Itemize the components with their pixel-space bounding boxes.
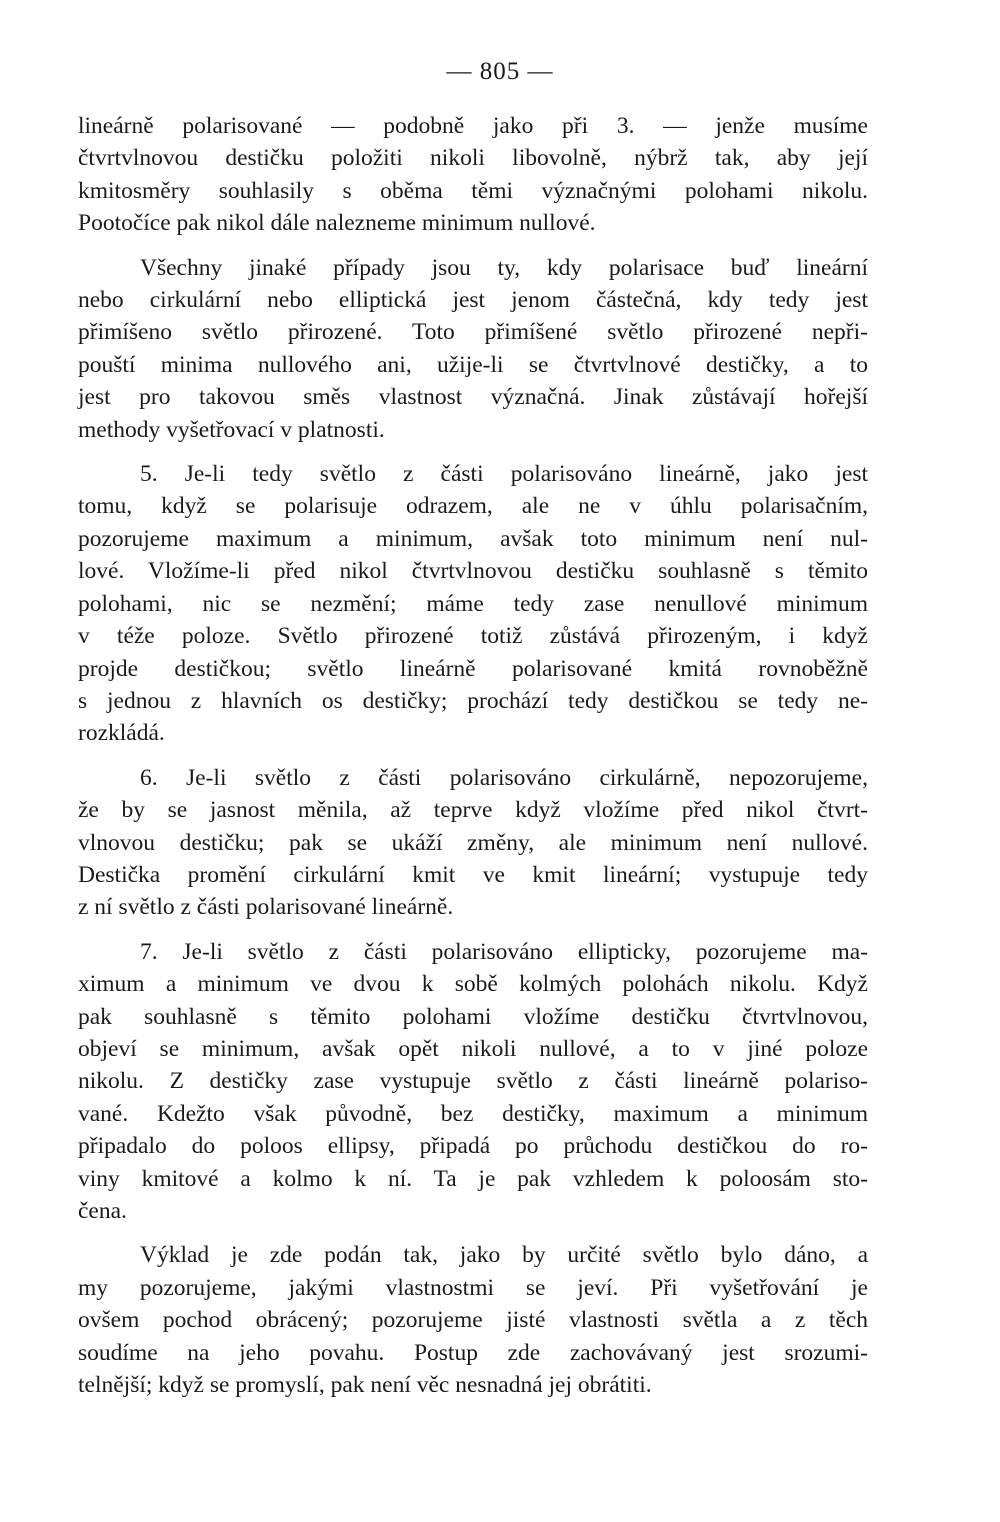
text-line: Všechny jinaké případy jsou ty, kdy polarisace buď lineární: [140, 254, 868, 281]
text-line: 6. Je-li světlo z části polarisováno cirkulárně, nepozorujeme,: [140, 764, 868, 791]
text-line: projde destičkou; světlo lineárně polarisované kmitá rovnoběžně: [78, 655, 868, 682]
text-line: nebo cirkulární nebo elliptická jest jenom částečná, kdy tedy jest: [78, 287, 868, 314]
text-line: lineárně polarisované — podobně jako při 3. — jenže musíme: [78, 113, 868, 139]
text-line: nikolu. Z destičky zase vystupuje světlo z části lineárně polariso-: [78, 1068, 868, 1095]
text-line: z ní světlo z části polarisované lineárně.: [78, 894, 454, 921]
paragraph-3: [78, 458, 868, 750]
text-line: pozorujeme maximum a minimum, avšak toto minimum není nul-: [78, 525, 868, 552]
text-line: objeví se minimum, avšak opět nikoli nullové, a to v jiné poloze: [78, 1035, 868, 1062]
text-line: vané. Kdežto však původně, bez destičky, maximum a minimum: [78, 1100, 868, 1127]
text-line: připadalo do poloos ellipsy, připadá po průchodu destičkou do ro-: [78, 1133, 868, 1160]
text-line: rozkládá.: [78, 720, 165, 747]
text-line: 5. Je-li tedy světlo z části polarisováno lineárně, jako jest: [140, 461, 868, 488]
text-line: viny kmitové a kolmo k ní. Ta je pak vzhledem k poloosám sto-: [78, 1165, 868, 1192]
text-line: s jednou z hlavních os destičky; prochází tedy destičkou se tedy ne-: [78, 687, 868, 714]
text-line: Destička promění cirkulární kmit ve kmit lineární; vystupuje tedy: [78, 861, 868, 888]
text-line: lové. Vložíme-li před nikol čtvrtvlnovou destičku souhlasně s těmito: [78, 558, 868, 585]
text-line: pouští minima nullového ani, užije-li se čtvrtvlnové destičky, a to: [78, 351, 868, 378]
text-line: polohami, nic se nezmění; máme tedy zase nenullové minimum: [78, 590, 868, 617]
text-line: vlnovou destičku; pak se ukáží změny, ale minimum není nullové.: [78, 829, 868, 856]
text-line: v téže poloze. Světlo přirozené totiž zůstává přirozeným, i když: [78, 623, 868, 650]
text-line: methody vyšetřovací v platnosti.: [78, 416, 385, 443]
text-line: my pozorujeme, jakými vlastnostmi se jeví. Při vyšetřování je: [78, 1274, 868, 1301]
text-line: pak souhlasně s těmito polohami vložíme destičku čtvrtvlnovou,: [78, 1003, 868, 1030]
text-line: ovšem pochod obrácený; pozorujeme jisté vlastnosti světla a z těch: [78, 1307, 868, 1334]
paragraph-2: [78, 252, 868, 446]
paragraph-5: [78, 936, 868, 1228]
paragraph-1: [78, 110, 868, 240]
page-number: — 805 —: [446, 58, 554, 85]
text-line: soudíme na jeho povahu. Postup zde zachovávaný jest srozumi-: [78, 1339, 868, 1366]
text-line: kmitosměry souhlasily s oběma těmi význačnými polohami nikolu.: [78, 177, 868, 204]
body-text: [78, 110, 868, 1413]
paragraph-6: [78, 1239, 868, 1401]
paragraph-4: [78, 762, 868, 924]
text-line: čtvrtvlnovou destičku položiti nikoli libovolně, nýbrž tak, aby její: [78, 145, 868, 172]
text-line: přimíšeno světlo přirozené. Toto přimíšené světlo přirozené nepři-: [78, 319, 868, 346]
text-line: 7. Je-li světlo z části polarisováno ellipticky, pozorujeme ma-: [140, 938, 868, 965]
text-line: ximum a minimum ve dvou k sobě kolmých polohách nikolu. Když: [78, 971, 868, 998]
text-line: jest pro takovou směs vlastnost význačná. Jinak zůstávají hořejší: [78, 384, 868, 411]
text-line: Výklad je zde podán tak, jako by určité světlo bylo dáno, a: [140, 1242, 868, 1269]
text-line: telnější; když se promyslí, pak není věc nesnadná jej obrátiti.: [78, 1372, 652, 1399]
text-line: Pootočíce pak nikol dále nalezneme minimum nullové.: [78, 210, 596, 237]
text-line: že by se jasnost měnila, až teprve když vložíme před nikol čtvrt-: [78, 797, 868, 824]
text-line: tomu, když se polarisuje odrazem, ale ne v úhlu polarisačním,: [78, 493, 868, 520]
text-line: čena.: [78, 1198, 127, 1224]
